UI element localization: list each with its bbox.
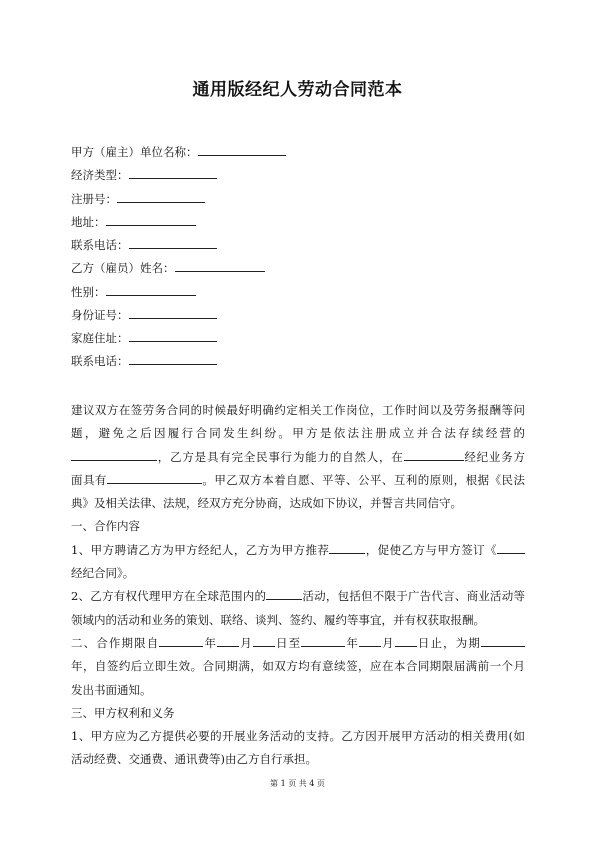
home-address-field — [71, 329, 217, 345]
business-blank[interactable] — [404, 448, 464, 461]
economic-type-label: 经济类型： — [71, 168, 129, 182]
id-number-label: 身份证号： — [71, 308, 129, 322]
address-field — [71, 213, 196, 229]
party-b-name-field — [71, 259, 265, 275]
clause-1-1-cont: 经纪合同》。 — [71, 566, 135, 581]
party-a-name-field — [71, 143, 286, 159]
intro-line-2: 题，避免之后因履行合同发生纠纷。甲方是依法注册成立并合法存续经营的 — [71, 426, 525, 441]
economic-type-blank[interactable] — [129, 166, 217, 179]
registration-no-blank[interactable] — [117, 190, 205, 203]
party-b-phone-field — [71, 352, 217, 368]
party-b-phone-label: 联系电话： — [71, 354, 129, 368]
clause-3-1: 1、甲方应为乙方提供必要的开展业务活动的支持。乙方因开展甲方活动的相关费用(如 — [71, 729, 525, 744]
section-2-line-1: 二、合作期限自 年 月 日至 年 月 日止，为期 — [71, 632, 525, 655]
section-2-line-3: 发出书面通知。 — [71, 682, 152, 697]
party-b-name-label: 乙方（雇员）姓名： — [71, 261, 175, 275]
party-b-phone-blank[interactable] — [129, 352, 217, 365]
party-a-phone-label: 联系电话： — [71, 238, 129, 252]
address-label: 地址： — [71, 215, 106, 229]
party-a-name-blank[interactable] — [198, 143, 286, 156]
end-day-blank[interactable] — [395, 634, 417, 647]
intro-line-5: 典》及相关法律、法规，经双方充分协商，达成如下协议，并誓言共同信守。 — [71, 496, 462, 511]
registration-no-label: 注册号： — [71, 192, 117, 206]
clause-3-1-cont: 活动经费、交通费、通讯费等)由乙方自行承担。 — [71, 752, 317, 767]
gender-label: 性别： — [71, 285, 106, 299]
start-year-blank[interactable] — [159, 634, 203, 647]
home-address-label: 家庭住址： — [71, 331, 129, 345]
clause-1-2: 2、乙方有权代理甲方在全球范围内的 活动，包括但不限于广告代言、商业活动等 — [71, 589, 525, 604]
gender-blank[interactable] — [106, 283, 196, 296]
id-number-blank[interactable] — [129, 306, 217, 319]
intro-line-3: ，乙方是具有完全民事行为能力的自然人，在 经纪业务方 — [71, 446, 525, 469]
clause-1-1: 1、甲方聘请乙方为甲方经纪人，乙方为甲方推荐 ，促使乙方与甲方签订《 — [71, 539, 525, 562]
company-blank[interactable] — [71, 448, 157, 461]
party-a-phone-field — [71, 236, 217, 252]
registration-no-field — [71, 190, 205, 206]
end-year-blank[interactable] — [301, 634, 345, 647]
gender-field — [71, 283, 196, 299]
start-day-blank[interactable] — [253, 634, 275, 647]
term-years-blank[interactable] — [481, 634, 525, 647]
section-2-line-2: 年，自签约后立即生效。合同期满，如双方均有意续签，应在本合同期限届满前一个月 — [71, 659, 525, 674]
party-a-phone-blank[interactable] — [129, 236, 217, 249]
clause-1-2-cont: 领域内的活动和业务的策划、联络、谈判、签约、履约等事宜，并有权获取报酬。 — [71, 612, 485, 627]
section-3-heading: 三、甲方权利和义务 — [71, 705, 175, 720]
intro-line-4: 面具有 。甲乙双方本着自愿、平等、公平、互利的原则，根据《民法 — [71, 472, 526, 487]
intro-line-1: 建议双方在签劳务合同的时候最好明确约定相关工作岗位，工作时间以及劳务报酬等问 — [71, 403, 525, 417]
expertise-blank[interactable] — [107, 471, 202, 484]
document-title: 通用版经纪人劳动合同范本 — [192, 80, 403, 100]
start-month-blank[interactable] — [217, 634, 239, 647]
party-b-name-blank[interactable] — [175, 259, 265, 272]
party-a-name-label: 甲方（雇主）单位名称： — [71, 145, 198, 159]
address-blank[interactable] — [106, 213, 196, 226]
recommend-blank[interactable] — [329, 541, 365, 554]
end-month-blank[interactable] — [359, 634, 381, 647]
section-1-heading: 一、合作内容 — [71, 519, 140, 534]
contract-name-blank[interactable] — [497, 541, 525, 554]
page-number: 第 1 页 共 4 页 — [270, 779, 325, 788]
id-number-field — [71, 306, 217, 322]
contract-body — [71, 399, 525, 772]
activity-blank[interactable] — [266, 587, 302, 600]
economic-type-field — [71, 166, 217, 182]
home-address-blank[interactable] — [129, 329, 217, 342]
